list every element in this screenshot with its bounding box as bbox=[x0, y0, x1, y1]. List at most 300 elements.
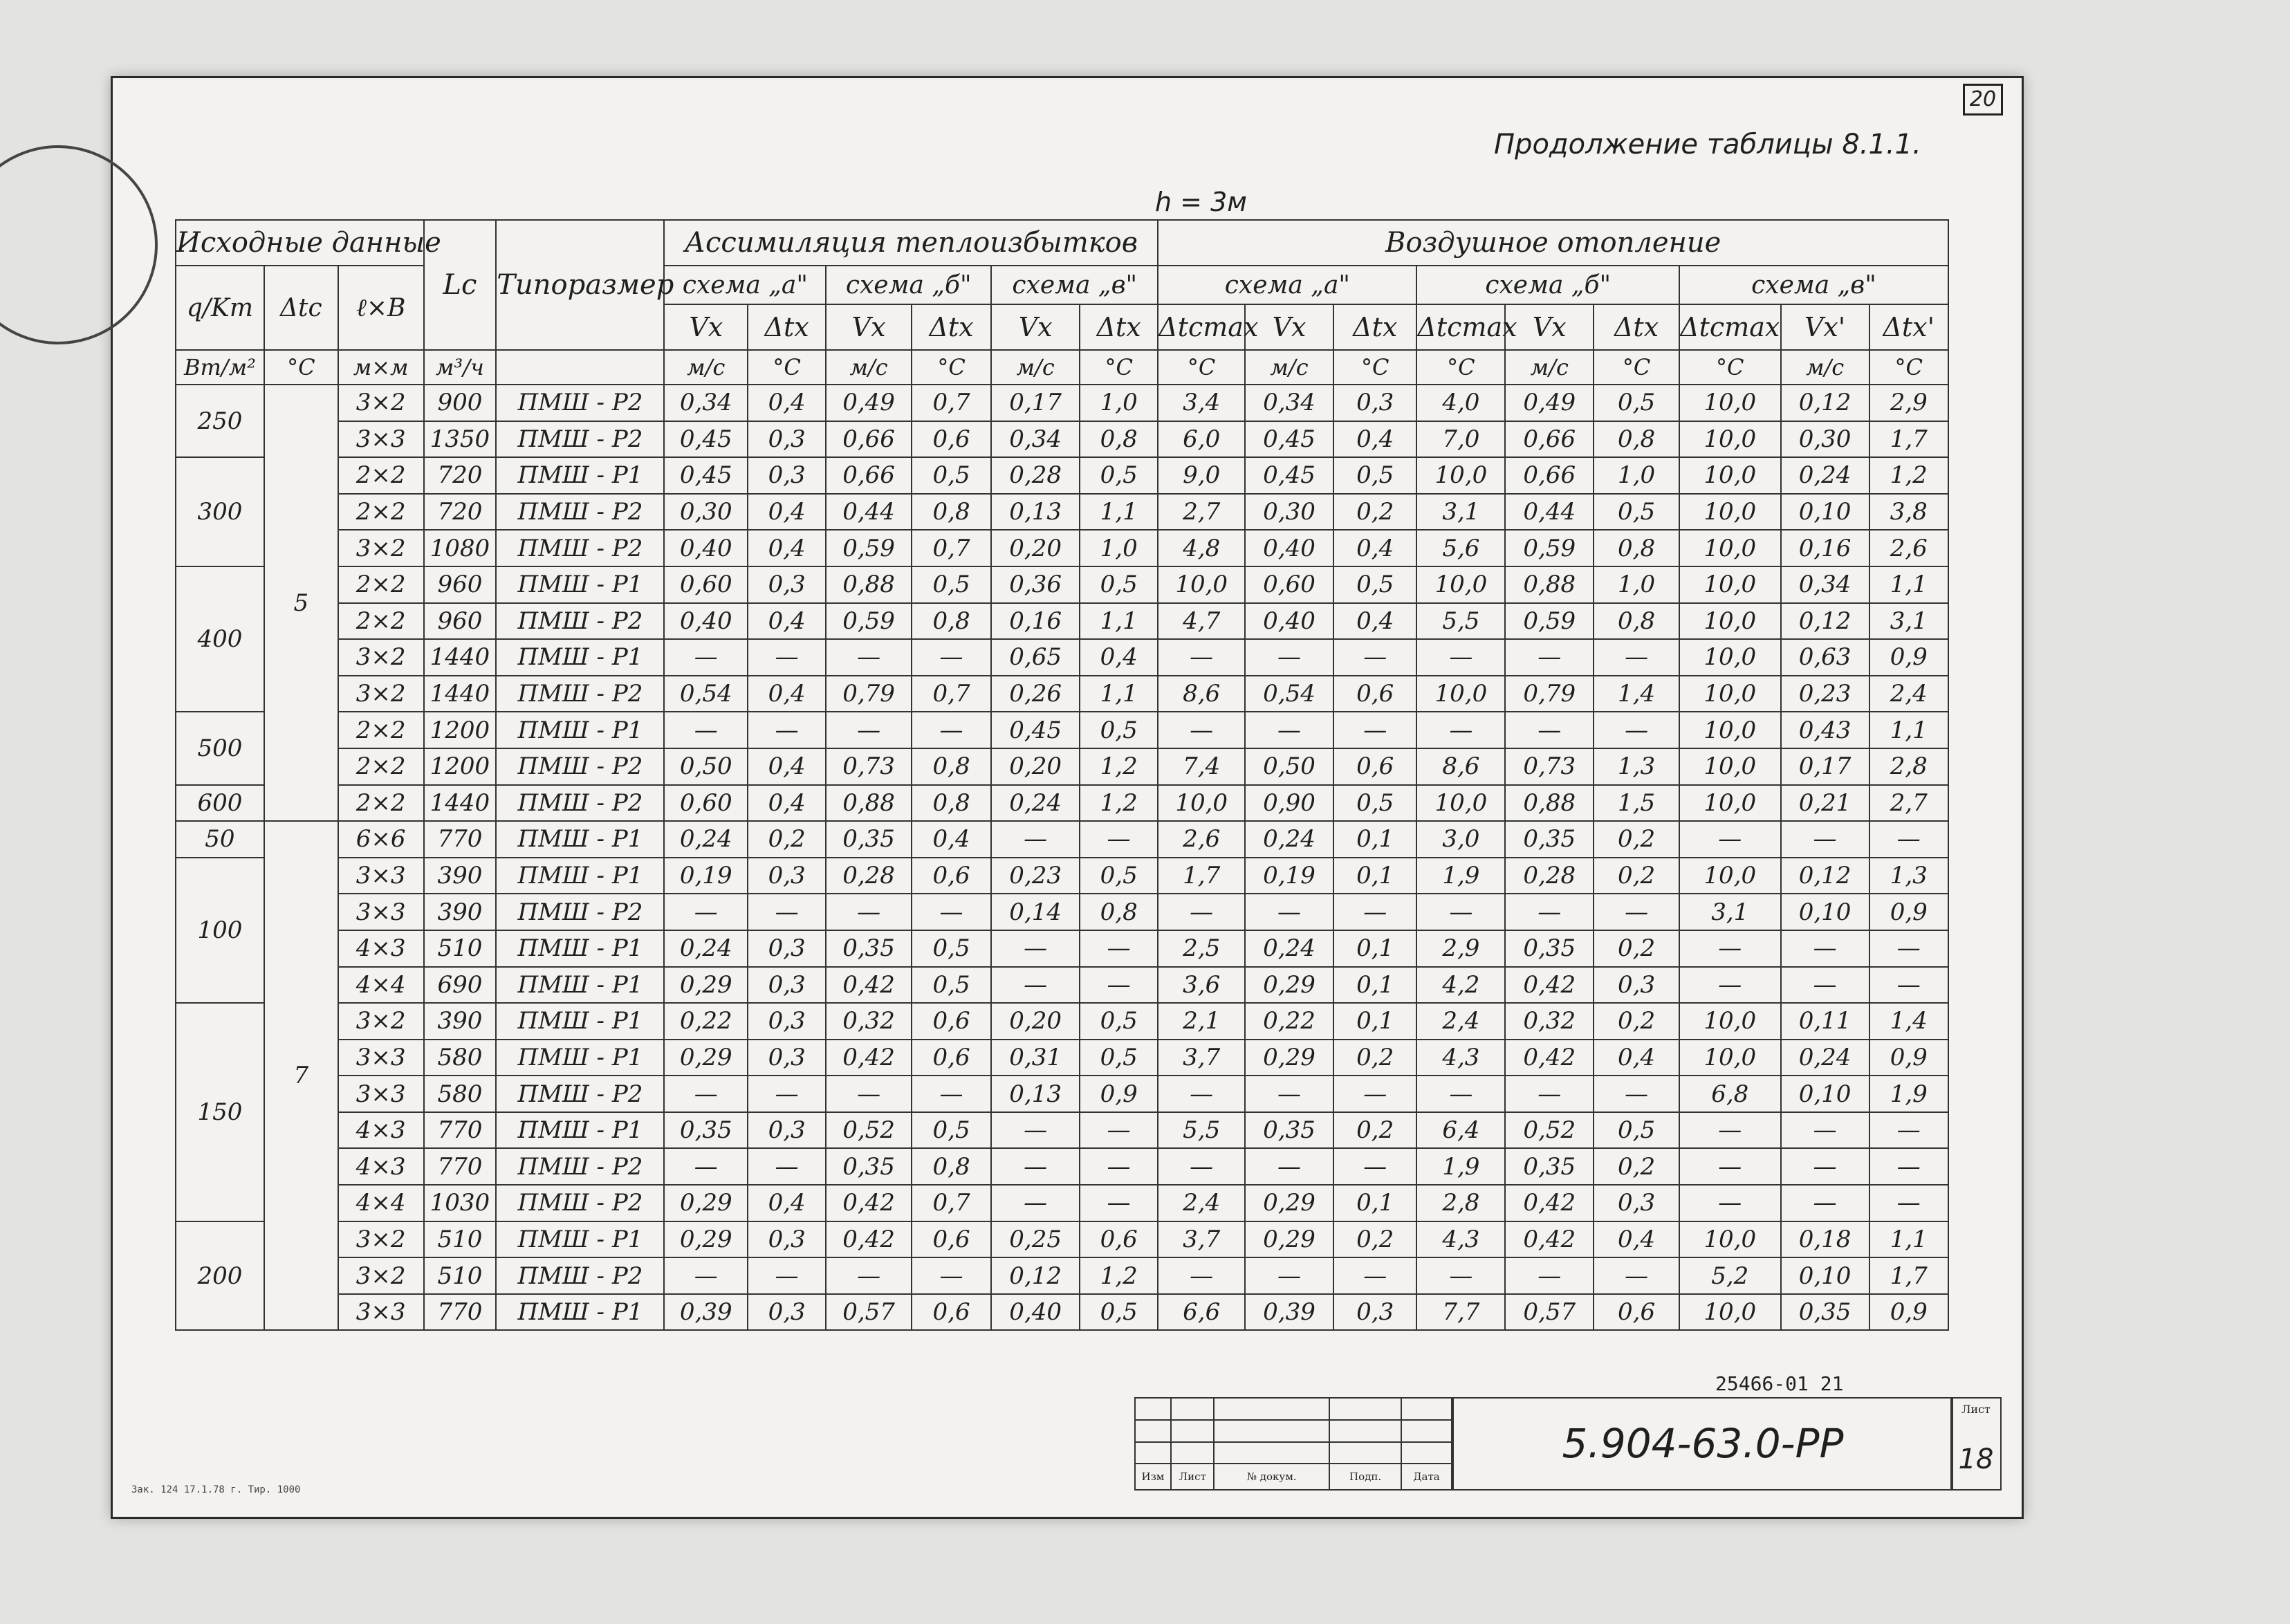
cell-hb-dtx: 1,0 bbox=[1594, 457, 1679, 494]
cell-hb-dtx: 1,4 bbox=[1594, 676, 1679, 712]
cell-lc: 1440 bbox=[424, 785, 497, 822]
cell-v-dtx: — bbox=[1080, 821, 1158, 858]
cell-v-dtx: 0,5 bbox=[1080, 566, 1158, 603]
cell-hb-dtx: — bbox=[1594, 639, 1679, 676]
cell-b-vx: 0,32 bbox=[826, 1003, 912, 1040]
cell-hv-vx: 0,23 bbox=[1781, 676, 1869, 712]
cell-lxb: 4×3 bbox=[338, 1112, 424, 1149]
cell-hb-vx: — bbox=[1505, 712, 1594, 748]
unit-ms: м/с bbox=[1505, 350, 1594, 385]
cell-ha-vx: 0,60 bbox=[1245, 566, 1333, 603]
cell-ha-dtx: 0,3 bbox=[1333, 1294, 1417, 1331]
cell-ha-dtx: 0,6 bbox=[1333, 748, 1417, 785]
cell-hb-vx: 0,49 bbox=[1505, 385, 1594, 421]
cell-hv-dtx: 1,9 bbox=[1869, 1076, 1948, 1112]
col-dtx-prime: Δtx' bbox=[1869, 304, 1948, 350]
cell-hb-dtcmax: 4,3 bbox=[1416, 1221, 1505, 1258]
cell-hb-vx: 0,32 bbox=[1505, 1003, 1594, 1040]
cell-b-dtx: 0,5 bbox=[912, 1112, 991, 1149]
cell-ha-vx: 0,24 bbox=[1245, 930, 1333, 967]
cell-hv-dtx: 1,4 bbox=[1869, 1003, 1948, 1040]
cell-lxb: 3×3 bbox=[338, 421, 424, 458]
cell-hv-vx: — bbox=[1781, 1185, 1869, 1221]
cell-b-vx: — bbox=[826, 1076, 912, 1112]
cell-hv-dtcmax: 10,0 bbox=[1679, 748, 1781, 785]
cell-hv-vx: 0,24 bbox=[1781, 457, 1869, 494]
unit-c: °C bbox=[912, 350, 991, 385]
cell-lc: 1200 bbox=[424, 748, 497, 785]
cell-hb-dtx: 0,3 bbox=[1594, 1185, 1679, 1221]
cell-v-vx: 0,13 bbox=[991, 494, 1080, 530]
cell-hv-dtcmax: 10,0 bbox=[1679, 785, 1781, 822]
cell-a-vx: 0,34 bbox=[664, 385, 748, 421]
cell-ha-dtcmax: 1,7 bbox=[1158, 858, 1245, 894]
cell-ha-dtcmax: 6,0 bbox=[1158, 421, 1245, 458]
stamp-sign: Подп. bbox=[1329, 1464, 1401, 1490]
cell-a-dtx: — bbox=[748, 894, 826, 930]
cell-hv-dtx: 3,8 bbox=[1869, 494, 1948, 530]
cell-hv-dtx: 3,1 bbox=[1869, 603, 1948, 640]
cell-lc: 510 bbox=[424, 930, 497, 967]
cell-b-dtx: 0,6 bbox=[912, 858, 991, 894]
cell-b-dtx: 0,6 bbox=[912, 1221, 991, 1258]
cell-hv-dtcmax: 10,0 bbox=[1679, 712, 1781, 748]
cell-v-dtx: 0,8 bbox=[1080, 421, 1158, 458]
cell-b-vx: 0,88 bbox=[826, 566, 912, 603]
cell-hb-vx: 0,42 bbox=[1505, 1040, 1594, 1076]
cell-ha-dtx: 0,1 bbox=[1333, 967, 1417, 1004]
cell-b-vx: — bbox=[826, 1257, 912, 1294]
cell-ha-dtx: 0,1 bbox=[1333, 1003, 1417, 1040]
cell-b-dtx: — bbox=[912, 639, 991, 676]
table-row bbox=[176, 1257, 1948, 1294]
cell-lc: 1440 bbox=[424, 676, 497, 712]
cell-hb-dtcmax: 7,7 bbox=[1416, 1294, 1505, 1331]
cell-hb-dtcmax: 6,4 bbox=[1416, 1112, 1505, 1149]
unit-c: °C bbox=[1158, 350, 1245, 385]
cell-v-vx: 0,20 bbox=[991, 748, 1080, 785]
cell-a-dtx: 0,4 bbox=[748, 676, 826, 712]
cell-hv-dtx: 1,1 bbox=[1869, 712, 1948, 748]
table-row bbox=[176, 385, 1948, 421]
table-row bbox=[176, 1185, 1948, 1221]
cell-a-vx: — bbox=[664, 1148, 748, 1185]
cell-lxb: 2×2 bbox=[338, 748, 424, 785]
q-group-250: 250 bbox=[176, 385, 264, 457]
table-row bbox=[176, 530, 1948, 566]
unit-w: Вт/м² bbox=[176, 350, 264, 385]
cell-ha-vx: — bbox=[1245, 1148, 1333, 1185]
cell-ha-vx: 0,40 bbox=[1245, 603, 1333, 640]
cell-v-vx: 0,40 bbox=[991, 1294, 1080, 1331]
cell-type: ПМШ - Р2 bbox=[496, 494, 664, 530]
cell-b-dtx: 0,5 bbox=[912, 566, 991, 603]
cell-ha-dtcmax: 6,6 bbox=[1158, 1294, 1245, 1331]
cell-ha-dtcmax: 5,5 bbox=[1158, 1112, 1245, 1149]
cell-lc: 1350 bbox=[424, 421, 497, 458]
cell-ha-dtx: 0,5 bbox=[1333, 785, 1417, 822]
cell-hv-dtcmax: 10,0 bbox=[1679, 1221, 1781, 1258]
cell-hb-dtx: 0,3 bbox=[1594, 967, 1679, 1004]
cell-hv-dtcmax: 3,1 bbox=[1679, 894, 1781, 930]
cell-hb-dtx: 0,6 bbox=[1594, 1294, 1679, 1331]
cell-v-dtx: 0,9 bbox=[1080, 1076, 1158, 1112]
unit-m: м×м bbox=[338, 350, 424, 385]
cell-ha-dtcmax: 3,6 bbox=[1158, 967, 1245, 1004]
cell-v-vx: 0,23 bbox=[991, 858, 1080, 894]
cell-lxb: 3×3 bbox=[338, 858, 424, 894]
cell-ha-vx: 0,29 bbox=[1245, 1221, 1333, 1258]
cell-ha-vx: — bbox=[1245, 1257, 1333, 1294]
cell-hv-dtcmax: — bbox=[1679, 1148, 1781, 1185]
cell-hv-dtcmax: 10,0 bbox=[1679, 530, 1781, 566]
stamp-list: Лист bbox=[1171, 1464, 1214, 1490]
cell-a-dtx: 0,4 bbox=[748, 530, 826, 566]
cell-b-vx: 0,44 bbox=[826, 494, 912, 530]
cell-a-vx: 0,24 bbox=[664, 821, 748, 858]
cell-hv-vx: 0,16 bbox=[1781, 530, 1869, 566]
cell-lxb: 3×2 bbox=[338, 1003, 424, 1040]
cell-type: ПМШ - Р2 bbox=[496, 1148, 664, 1185]
cell-lxb: 2×2 bbox=[338, 712, 424, 748]
cell-a-dtx: 0,3 bbox=[748, 566, 826, 603]
cell-ha-vx: 0,22 bbox=[1245, 1003, 1333, 1040]
cell-hb-dtx: 0,2 bbox=[1594, 858, 1679, 894]
table-row bbox=[176, 566, 1948, 603]
unit-ms: м/с bbox=[664, 350, 748, 385]
unit-c: °C bbox=[1416, 350, 1505, 385]
cell-hv-vx: 0,10 bbox=[1781, 494, 1869, 530]
cell-ha-dtx: — bbox=[1333, 1148, 1417, 1185]
cell-hb-dtx: 0,2 bbox=[1594, 821, 1679, 858]
cell-ha-dtx: — bbox=[1333, 894, 1417, 930]
cell-type: ПМШ - Р1 bbox=[496, 930, 664, 967]
cell-hb-dtcmax: 1,9 bbox=[1416, 1148, 1505, 1185]
col-dtx: Δtx bbox=[748, 304, 826, 350]
cell-hb-dtcmax: — bbox=[1416, 712, 1505, 748]
cell-lc: 510 bbox=[424, 1257, 497, 1294]
cell-ha-dtx: 0,1 bbox=[1333, 930, 1417, 967]
cell-hb-dtcmax: 4,2 bbox=[1416, 967, 1505, 1004]
cell-hv-dtx: — bbox=[1869, 821, 1948, 858]
cell-hv-dtx: — bbox=[1869, 1148, 1948, 1185]
cell-hb-vx: 0,35 bbox=[1505, 930, 1594, 967]
cell-hb-dtcmax: 1,9 bbox=[1416, 858, 1505, 894]
cell-hb-dtcmax: 4,3 bbox=[1416, 1040, 1505, 1076]
cell-b-dtx: 0,7 bbox=[912, 676, 991, 712]
cell-ha-vx: 0,54 bbox=[1245, 676, 1333, 712]
cell-b-vx: — bbox=[826, 639, 912, 676]
cell-v-vx: 0,31 bbox=[991, 1040, 1080, 1076]
cell-lxb: 3×3 bbox=[338, 1040, 424, 1076]
cell-lxb: 4×3 bbox=[338, 1148, 424, 1185]
unit-c: °C bbox=[1679, 350, 1781, 385]
cell-ha-dtx: 0,4 bbox=[1333, 530, 1417, 566]
cell-hb-vx: — bbox=[1505, 894, 1594, 930]
cell-a-dtx: — bbox=[748, 639, 826, 676]
cell-b-vx: — bbox=[826, 712, 912, 748]
cell-ha-dtx: 0,3 bbox=[1333, 385, 1417, 421]
cell-type: ПМШ - Р1 bbox=[496, 1294, 664, 1331]
cell-v-vx: 0,12 bbox=[991, 1257, 1080, 1294]
cell-hv-vx: 0,30 bbox=[1781, 421, 1869, 458]
data-table bbox=[175, 219, 1949, 1331]
cell-b-dtx: 0,7 bbox=[912, 385, 991, 421]
cell-hb-vx: 0,66 bbox=[1505, 457, 1594, 494]
cell-hv-vx: 0,21 bbox=[1781, 785, 1869, 822]
cell-v-dtx: 1,0 bbox=[1080, 385, 1158, 421]
cell-v-dtx: 1,1 bbox=[1080, 603, 1158, 640]
cell-hv-dtcmax: 10,0 bbox=[1679, 566, 1781, 603]
cell-b-vx: 0,59 bbox=[826, 530, 912, 566]
assim-scheme-b: схема „б" bbox=[826, 266, 991, 304]
cell-lc: 580 bbox=[424, 1076, 497, 1112]
cell-ha-vx: 0,24 bbox=[1245, 821, 1333, 858]
q-group-300: 300 bbox=[176, 457, 264, 566]
cell-v-dtx: — bbox=[1080, 930, 1158, 967]
cell-lxb: 3×3 bbox=[338, 1076, 424, 1112]
cell-v-dtx: — bbox=[1080, 1185, 1158, 1221]
cell-type: ПМШ - Р2 bbox=[496, 530, 664, 566]
cell-lc: 390 bbox=[424, 894, 497, 930]
col-dtx: Δtx bbox=[1080, 304, 1158, 350]
cell-hv-dtx: 0,9 bbox=[1869, 1294, 1948, 1331]
footer-note: Зак. 124 17.1.78 г. Тир. 1000 bbox=[131, 1484, 301, 1495]
cell-a-dtx: 0,4 bbox=[748, 385, 826, 421]
cell-a-dtx: 0,3 bbox=[748, 421, 826, 458]
cell-v-vx: 0,16 bbox=[991, 603, 1080, 640]
cell-lc: 720 bbox=[424, 457, 497, 494]
cell-hv-dtx: — bbox=[1869, 967, 1948, 1004]
cell-a-dtx: 0,4 bbox=[748, 603, 826, 640]
unit-c: °C bbox=[748, 350, 826, 385]
cell-lc: 390 bbox=[424, 1003, 497, 1040]
header-lc: Lс bbox=[424, 220, 497, 350]
unit-blank bbox=[496, 350, 664, 385]
table-row bbox=[176, 748, 1948, 785]
cell-b-dtx: 0,5 bbox=[912, 967, 991, 1004]
cell-v-vx: 0,36 bbox=[991, 566, 1080, 603]
cell-v-vx: — bbox=[991, 1185, 1080, 1221]
cell-a-dtx: 0,3 bbox=[748, 930, 826, 967]
col-vx: Vx bbox=[1245, 304, 1333, 350]
cell-hv-dtcmax: 10,0 bbox=[1679, 1040, 1781, 1076]
cell-a-vx: 0,29 bbox=[664, 1040, 748, 1076]
cell-hb-dtx: 0,5 bbox=[1594, 1112, 1679, 1149]
cell-v-vx: 0,20 bbox=[991, 1003, 1080, 1040]
cell-hv-vx: 0,10 bbox=[1781, 1076, 1869, 1112]
cell-hb-dtx: 0,5 bbox=[1594, 494, 1679, 530]
cell-ha-dtcmax: — bbox=[1158, 894, 1245, 930]
cell-a-vx: 0,39 bbox=[664, 1294, 748, 1331]
cell-v-vx: 0,24 bbox=[991, 785, 1080, 822]
cell-b-vx: 0,88 bbox=[826, 785, 912, 822]
cell-a-dtx: 0,3 bbox=[748, 1221, 826, 1258]
cell-b-dtx: 0,6 bbox=[912, 1040, 991, 1076]
cell-hv-dtcmax: 10,0 bbox=[1679, 385, 1781, 421]
cell-a-vx: 0,45 bbox=[664, 457, 748, 494]
cell-lc: 770 bbox=[424, 1294, 497, 1331]
table-row bbox=[176, 785, 1948, 822]
header-dtc: Δtс bbox=[264, 266, 338, 350]
cell-v-vx: 0,17 bbox=[991, 385, 1080, 421]
unit-c: °C bbox=[1594, 350, 1679, 385]
cell-b-vx: 0,35 bbox=[826, 821, 912, 858]
cell-hb-dtx: 0,8 bbox=[1594, 603, 1679, 640]
cell-hb-dtcmax: 10,0 bbox=[1416, 676, 1505, 712]
col-dtx: Δtx bbox=[1333, 304, 1417, 350]
cell-lxb: 6×6 bbox=[338, 821, 424, 858]
unit-ms: м/с bbox=[991, 350, 1080, 385]
cell-a-vx: 0,30 bbox=[664, 494, 748, 530]
q-group-500: 500 bbox=[176, 712, 264, 784]
cell-hb-vx: 0,88 bbox=[1505, 566, 1594, 603]
cell-hv-dtcmax: 5,2 bbox=[1679, 1257, 1781, 1294]
cell-hb-vx: 0,57 bbox=[1505, 1294, 1594, 1331]
table-row bbox=[176, 1294, 1948, 1331]
cell-type: ПМШ - Р2 bbox=[496, 785, 664, 822]
title-block bbox=[1134, 1397, 1999, 1491]
cell-ha-dtx: 0,1 bbox=[1333, 821, 1417, 858]
cell-ha-dtcmax: 3,4 bbox=[1158, 385, 1245, 421]
cell-type: ПМШ - Р2 bbox=[496, 676, 664, 712]
table-row bbox=[176, 1112, 1948, 1149]
cell-v-vx: — bbox=[991, 1148, 1080, 1185]
cell-ha-dtcmax: 3,7 bbox=[1158, 1221, 1245, 1258]
cell-v-dtx: 0,5 bbox=[1080, 1040, 1158, 1076]
cell-v-dtx: 0,5 bbox=[1080, 1294, 1158, 1331]
cell-hv-dtx: 2,4 bbox=[1869, 676, 1948, 712]
cell-type: ПМШ - Р1 bbox=[496, 1112, 664, 1149]
cell-hb-vx: 0,66 bbox=[1505, 421, 1594, 458]
cell-v-vx: — bbox=[991, 967, 1080, 1004]
cell-b-vx: 0,73 bbox=[826, 748, 912, 785]
cell-a-vx: — bbox=[664, 1076, 748, 1112]
cell-ha-vx: 0,19 bbox=[1245, 858, 1333, 894]
cell-hv-dtcmax: 10,0 bbox=[1679, 639, 1781, 676]
table-row bbox=[176, 712, 1948, 748]
cell-lc: 1200 bbox=[424, 712, 497, 748]
cell-type: ПМШ - Р2 bbox=[496, 1257, 664, 1294]
cell-ha-dtx: 0,6 bbox=[1333, 676, 1417, 712]
cell-a-dtx: 0,4 bbox=[748, 494, 826, 530]
cell-hb-dtcmax: 5,6 bbox=[1416, 530, 1505, 566]
heat-scheme-a: схема „а" bbox=[1158, 266, 1416, 304]
header-assimilation: Ассимиляция теплоизбытков bbox=[664, 220, 1158, 266]
cell-ha-dtcmax: 9,0 bbox=[1158, 457, 1245, 494]
cell-hb-dtcmax: 2,8 bbox=[1416, 1185, 1505, 1221]
col-dtc-max: Δtcmax bbox=[1416, 304, 1505, 350]
table-row bbox=[176, 639, 1948, 676]
cell-type: ПМШ - Р1 bbox=[496, 967, 664, 1004]
cell-hv-vx: 0,12 bbox=[1781, 385, 1869, 421]
cell-hv-vx: 0,18 bbox=[1781, 1221, 1869, 1258]
cell-v-vx: 0,20 bbox=[991, 530, 1080, 566]
heat-scheme-v: схема „в" bbox=[1679, 266, 1948, 304]
cell-ha-vx: 0,39 bbox=[1245, 1294, 1333, 1331]
cell-hv-dtx: 2,7 bbox=[1869, 785, 1948, 822]
cell-b-dtx: 0,8 bbox=[912, 603, 991, 640]
table-row bbox=[176, 967, 1948, 1004]
cell-hb-vx: 0,44 bbox=[1505, 494, 1594, 530]
cell-hb-dtx: 1,0 bbox=[1594, 566, 1679, 603]
cell-a-vx: — bbox=[664, 639, 748, 676]
cell-hv-dtx: 1,2 bbox=[1869, 457, 1948, 494]
cell-b-vx: 0,66 bbox=[826, 457, 912, 494]
cell-b-dtx: 0,8 bbox=[912, 785, 991, 822]
cell-hb-dtcmax: — bbox=[1416, 1076, 1505, 1112]
cell-v-dtx: — bbox=[1080, 1148, 1158, 1185]
cell-a-vx: 0,50 bbox=[664, 748, 748, 785]
cell-lxb: 3×3 bbox=[338, 1294, 424, 1331]
cell-lxb: 2×2 bbox=[338, 785, 424, 822]
cell-b-dtx: — bbox=[912, 894, 991, 930]
cell-hv-dtcmax: — bbox=[1679, 930, 1781, 967]
cell-lc: 510 bbox=[424, 1221, 497, 1258]
cell-type: ПМШ - Р1 bbox=[496, 639, 664, 676]
table-row bbox=[176, 894, 1948, 930]
cell-b-vx: 0,35 bbox=[826, 1148, 912, 1185]
unit-lc: м³/ч bbox=[424, 350, 497, 385]
cell-hb-dtcmax: 8,6 bbox=[1416, 748, 1505, 785]
table-row bbox=[176, 821, 1948, 858]
cell-ha-dtcmax: 4,7 bbox=[1158, 603, 1245, 640]
cell-a-vx: 0,29 bbox=[664, 1185, 748, 1221]
table-row bbox=[176, 1040, 1948, 1076]
cell-v-dtx: — bbox=[1080, 1112, 1158, 1149]
cell-b-vx: 0,59 bbox=[826, 603, 912, 640]
cell-a-dtx: — bbox=[748, 1076, 826, 1112]
q-group-200: 200 bbox=[176, 1221, 264, 1331]
cell-hv-vx: 0,17 bbox=[1781, 748, 1869, 785]
cell-hv-vx: 0,10 bbox=[1781, 894, 1869, 930]
q-group-50: 50 bbox=[176, 821, 264, 858]
cell-hv-vx: 0,43 bbox=[1781, 712, 1869, 748]
cell-v-vx: 0,26 bbox=[991, 676, 1080, 712]
cell-ha-dtcmax: — bbox=[1158, 1076, 1245, 1112]
cell-lxb: 4×4 bbox=[338, 967, 424, 1004]
cell-b-vx: — bbox=[826, 894, 912, 930]
unit-c: °C bbox=[1080, 350, 1158, 385]
cell-hb-dtx: — bbox=[1594, 712, 1679, 748]
cell-ha-vx: 0,45 bbox=[1245, 457, 1333, 494]
cell-hb-dtx: 1,5 bbox=[1594, 785, 1679, 822]
cell-hb-dtx: 0,8 bbox=[1594, 421, 1679, 458]
cell-hv-vx: — bbox=[1781, 967, 1869, 1004]
cell-ha-vx: — bbox=[1245, 712, 1333, 748]
cell-a-dtx: 0,3 bbox=[748, 1294, 826, 1331]
cell-ha-vx: 0,34 bbox=[1245, 385, 1333, 421]
cell-hb-vx: 0,35 bbox=[1505, 821, 1594, 858]
cell-hv-dtcmax: 6,8 bbox=[1679, 1076, 1781, 1112]
cell-hb-dtx: 0,2 bbox=[1594, 1148, 1679, 1185]
cell-ha-vx: 0,30 bbox=[1245, 494, 1333, 530]
cell-hb-vx: 0,59 bbox=[1505, 530, 1594, 566]
dtc-group: 7 bbox=[264, 821, 338, 1330]
q-group-150: 150 bbox=[176, 1003, 264, 1221]
table-row bbox=[176, 858, 1948, 894]
cell-b-vx: 0,57 bbox=[826, 1294, 912, 1331]
cell-type: ПМШ - Р1 bbox=[496, 1221, 664, 1258]
cell-hb-dtcmax: 4,0 bbox=[1416, 385, 1505, 421]
cell-hb-dtx: — bbox=[1594, 1076, 1679, 1112]
sheet-number: 20 bbox=[1963, 84, 2003, 116]
cell-hv-vx: 0,34 bbox=[1781, 566, 1869, 603]
cell-ha-dtx: 0,1 bbox=[1333, 858, 1417, 894]
cell-hv-dtcmax: 10,0 bbox=[1679, 1003, 1781, 1040]
header-lxb: ℓ×B bbox=[338, 266, 424, 350]
unit-c: °C bbox=[264, 350, 338, 385]
